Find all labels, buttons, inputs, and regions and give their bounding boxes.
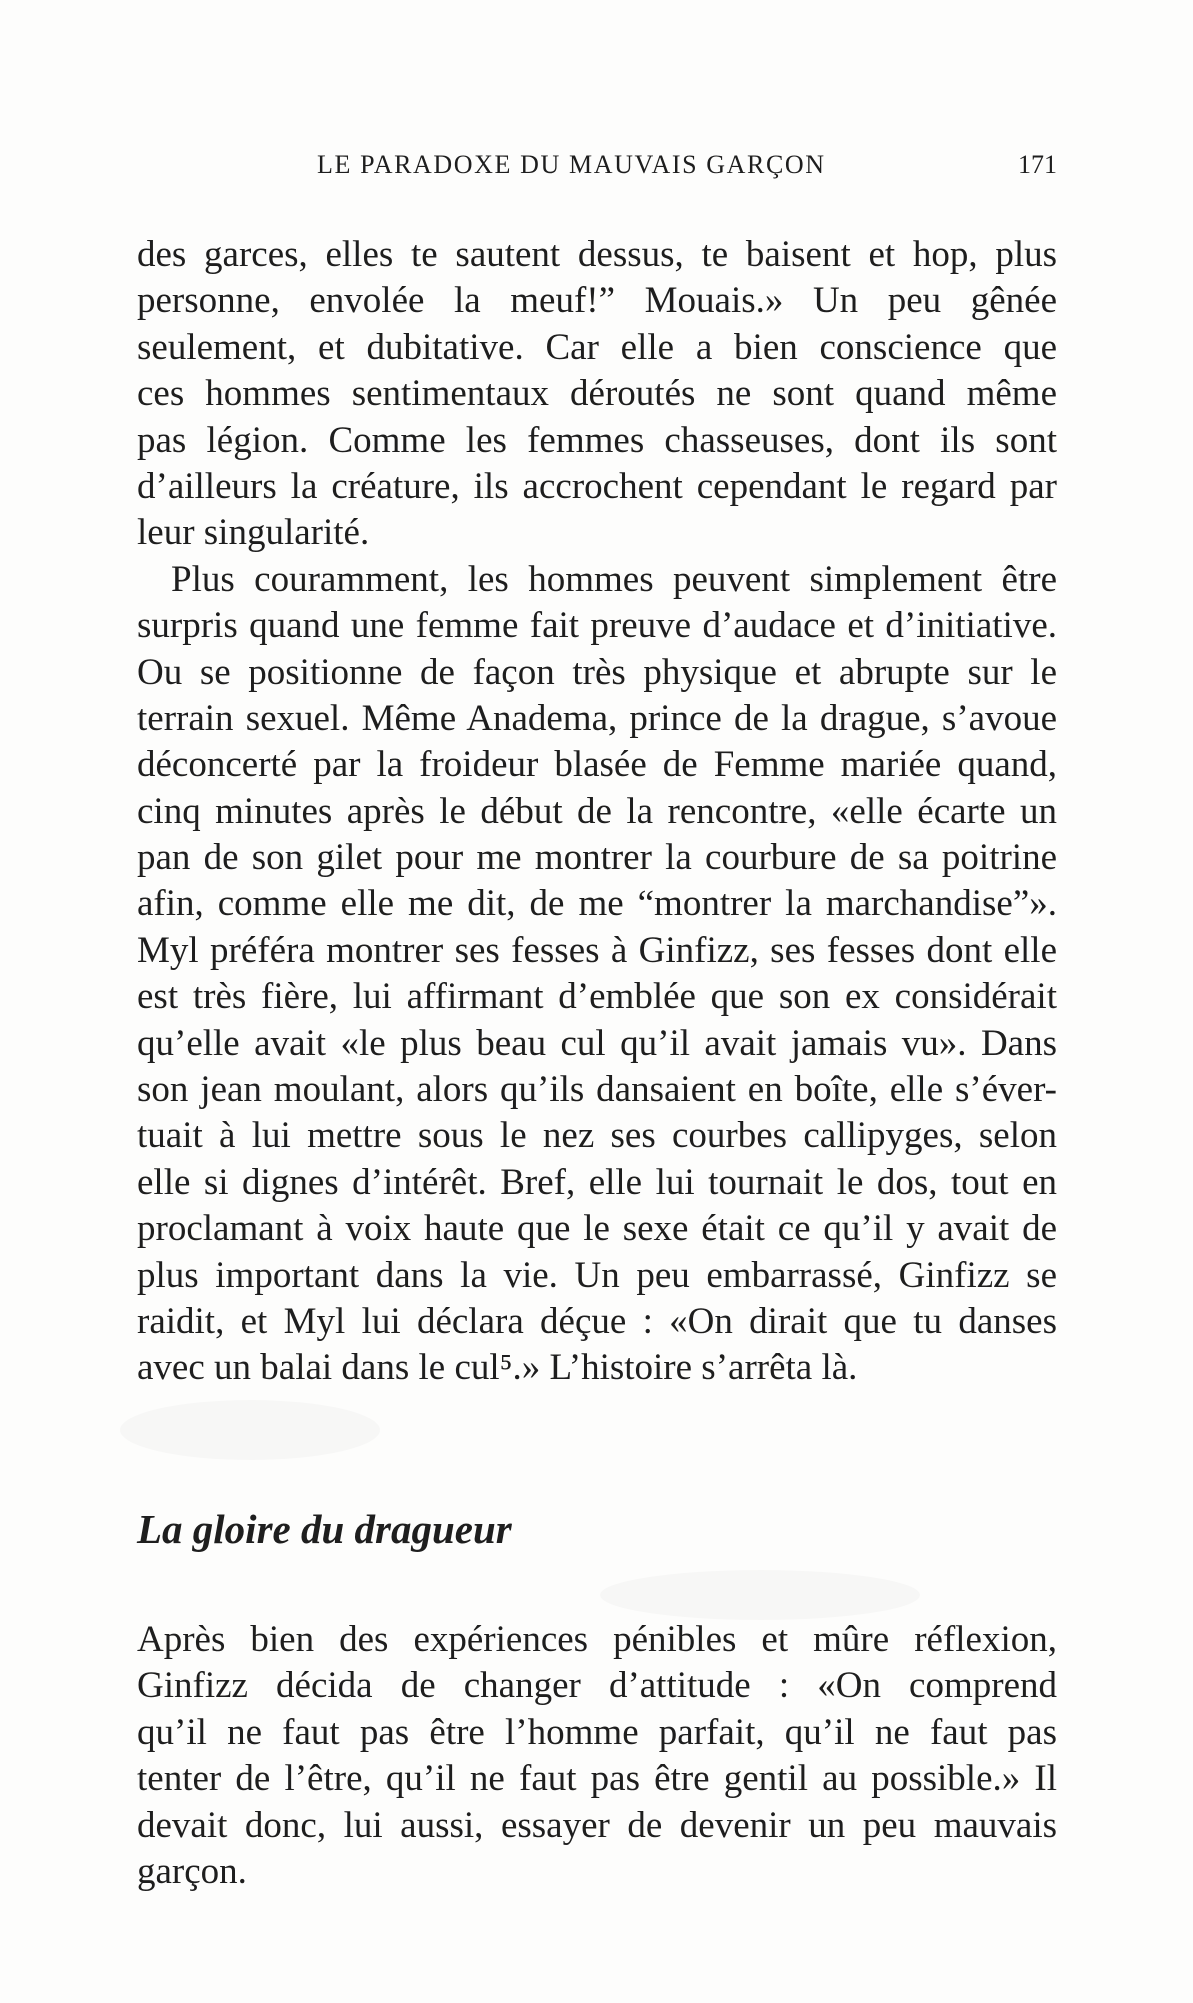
text-line: des garces, elles te sautent dessus, te baisent et hop, plus [137,234,1057,275]
text-line: Plus couramment, les hommes peuvent simplement être [171,558,1057,600]
text-line: seulement, et dubitative. Car elle a bien conscience que [137,326,1057,368]
text-line: leur singularité. [137,512,370,554]
text-line: raidit, et Myl lui déclara déçue : «On dirait que tu danses [137,1300,1057,1342]
text-line: personne, envolée la meuf!” Mouais.» Un peu gênée [137,280,1057,322]
text-line: garçon. [137,1850,247,1892]
text-line: qu’il ne faut pas être l’homme parfait, qu’il ne faut pas [137,1711,1057,1753]
text-line: avec un balai dans le cul⁵.» L’histoire s’arrêta là. [137,1347,858,1389]
text-line: déconcerté par la froideur blasée de Femme mariée quand, [137,744,1057,786]
text-line: terrain sexuel. Même Anadema, prince de la drague, s’avoue [137,697,1057,739]
text-line: tenter de l’être, qu’il ne faut pas être gentil au possible.» Il [137,1758,1057,1800]
body-text-top [137,232,1057,1392]
text-line: son jean moulant, alors qu’ils dansaient en boîte, elle s’éver- [137,1069,1057,1111]
text-line: Myl préféra montrer ses fesses à Ginfizz, ses fesses dont elle [137,929,1057,971]
paragraph [137,1617,1057,1895]
text-line: ces hommes sentimentaux déroutés ne sont quand même [137,373,1057,415]
text-line: surpris quand une femme fait preuve d’audace et d’initiative. [137,605,1057,647]
paper-smudge [120,1400,380,1460]
text-line: Ou se positionne de façon très physique et abrupte sur le [137,651,1057,693]
section-title: La gloire du dragueur [137,1506,512,1552]
text-line: Ginfizz décida de changer d’attitude : «On comprend [137,1665,1057,1707]
paragraph-continuation [137,232,1057,557]
text-line: est très fière, lui affirmant d’emblée que son ex considérait [137,976,1057,1018]
text-line: pan de son gilet pour me montrer la courbure de sa poitrine [137,837,1057,879]
text-line: d’ailleurs la créature, ils accrochent cependant le regard par [137,465,1057,507]
running-head [137,150,1057,190]
text-line: cinq minutes après le début de la rencontre, «elle écarte un [137,790,1057,832]
page-number: 171 [1018,150,1057,179]
text-line: devait donc, lui aussi, essayer de devenir un peu mauvais [137,1804,1057,1846]
text-line: pas légion. Comme les femmes chasseuses, dont ils sont [137,419,1057,461]
text-line: plus important dans la vie. Un peu embarrassé, Ginfizz se [137,1254,1057,1296]
paragraph [137,557,1057,1392]
paper-smudge [600,1570,920,1620]
body-text-bottom [137,1617,1057,1895]
text-line: tuait à lui mettre sous le nez ses courbes callipyges, selon [137,1115,1057,1157]
running-title: LE PARADOXE DU MAUVAIS GARÇON [317,150,826,179]
text-line: afin, comme elle me dit, de me “montrer la marchandise”». [137,883,1057,925]
text-line: elle si dignes d’intérêt. Bref, elle lui tournait le dos, tout en [137,1161,1057,1203]
text-line: qu’elle avait «le plus beau cul qu’il avait jamais vu». Dans [137,1022,1057,1064]
text-line: proclamant à voix haute que le sexe était ce qu’il y avait de [137,1208,1057,1250]
text-line: Après bien des expériences pénibles et mûre réflexion, [137,1619,1057,1660]
